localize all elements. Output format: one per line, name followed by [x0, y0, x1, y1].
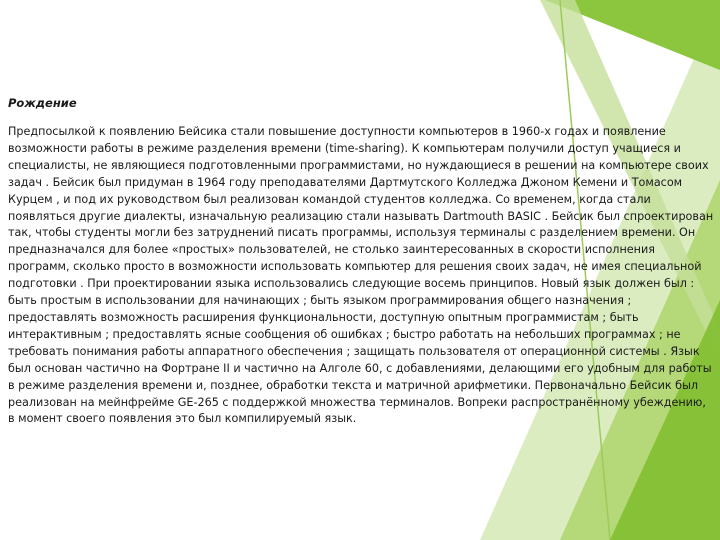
content-area [8, 96, 716, 428]
section-heading: Рождение [8, 96, 77, 110]
body-paragraph: Предпосылкой к появлению Бейсика стали повышение доступности компьютеров в 1960-х годах и появление возможности работы в режиме разделения времени (time-sharing). К компьютерам получили доступ учащиеся и специалисты, не являющиеся подготовленными программистами, но нуждающиеся в решении на компьютере своих задач . Бейсик был придуман в 1964 году преподавателями Дартмутского Колледжа Джоном Кемени и Томасом Курцем , и под их руководством был реализован командой студентов колледжа. Со временем, когда стали появляться другие диалекты, изначальную реализацию стали называть Dartmouth BASIC . Бейсик был спроектирован так, чтобы студенты могли без затруднений писать программы, используя терминалы с разделением времени. Он предназначался для более «простых» пользователей, не столько заинтересованных в скорости исполнения программ, сколько просто в возможности использовать компьютер для решения своих задач, не имея специальной подготовки . При проектировании языка использовались следующие восемь принципов. Новый язык должен был : быть простым в использовании для начинающих ; быть языком программирования общего назначения ; предоставлять возможность расширения функциональности, доступную опытным программистам ; быть интерактивным ; предоставлять ясные сообщения об ошибках ; быстро работать на небольших программах ; не требовать понимания работы аппаратного обеспечения ; защищать пользователя от операционной системы . Язык был основан частично на Фортране II и частично на Алголе 60, с добавлениями, делающими его удобным для работы в режиме разделения времени и, позднее, обработки текста и матричной арифметики. Первоначально Бейсик был реализован на мейнфрейме GE-265 с поддержкой множества терминалов. Вопреки распространённому убеждению, в момент своего появления это был компилируемый язык. [8, 125, 714, 426]
